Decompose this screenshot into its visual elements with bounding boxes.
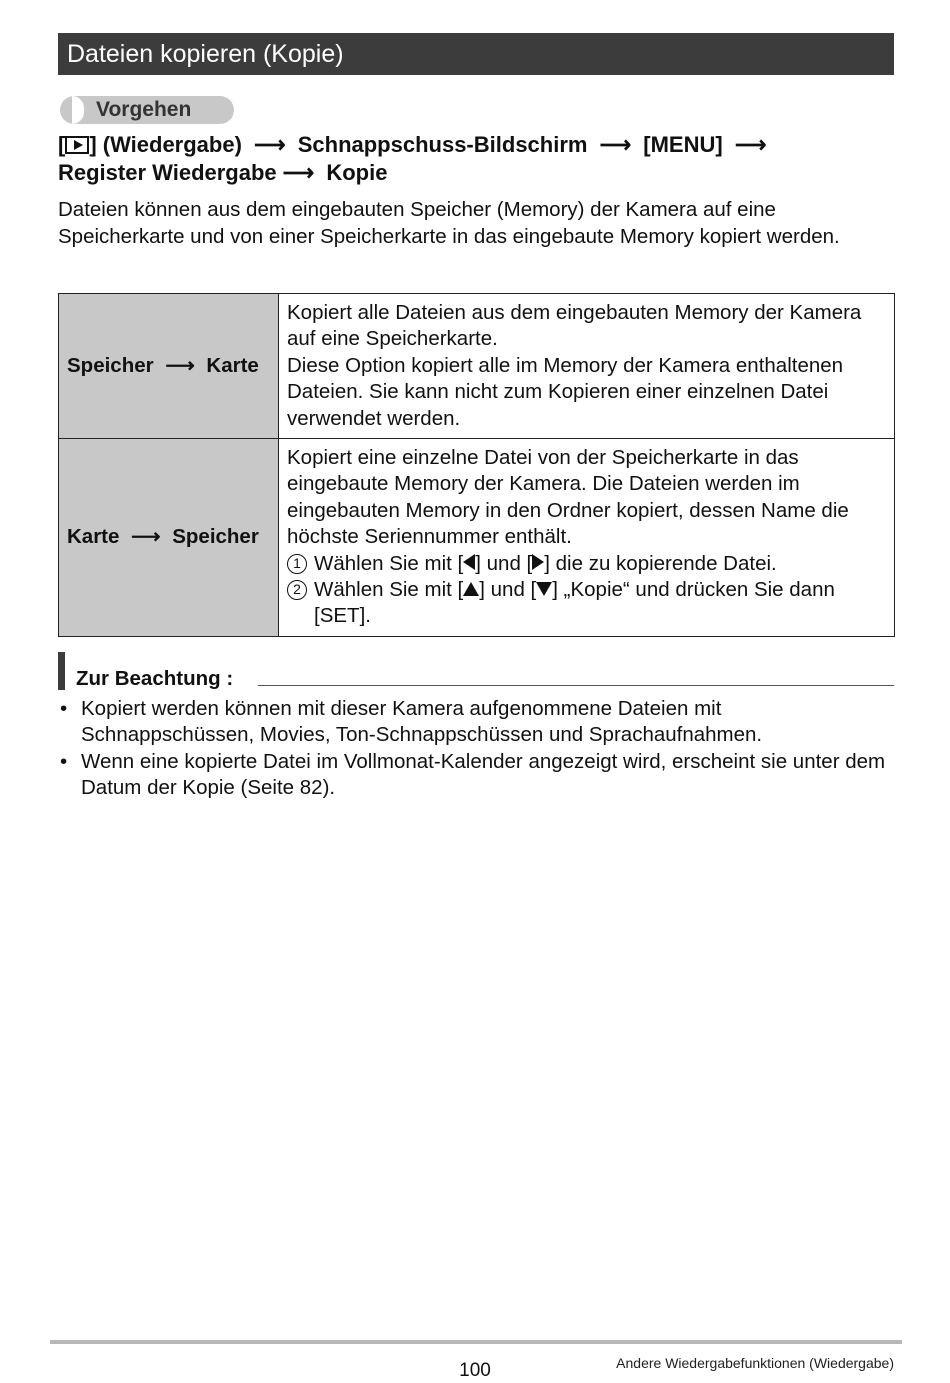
step-text: Wählen Sie mit [ — [314, 551, 464, 575]
options-table — [58, 293, 895, 637]
note-list — [58, 696, 894, 801]
footer-divider — [50, 1340, 902, 1344]
table-row — [59, 439, 895, 637]
step-text: ] „Kopie“ und drücken Sie dann [SET]. — [314, 578, 835, 628]
bullet: • — [60, 749, 68, 773]
step-text: ] und [ — [475, 551, 533, 575]
step-number: 1 — [287, 554, 307, 574]
option-label — [59, 439, 279, 637]
path-playback-tab: Register Wiedergabe — [58, 160, 277, 185]
step-number: 2 — [287, 580, 307, 600]
note-title: Zur Beachtung : — [76, 667, 234, 690]
down-arrow-icon — [536, 582, 552, 596]
option-description — [279, 294, 895, 439]
description-text: Kopiert eine einzelne Datei von der Speicherkarte in das eingebaute Memory der Kamera. Die Dateien werden im eingebauten Memory in den Ordner kopiert, dessen Name die höchste Seriennummer enthält. — [287, 446, 849, 549]
note-divider — [258, 685, 894, 686]
navigation-path — [58, 131, 888, 187]
path-menu: [MENU] — [643, 132, 723, 157]
option-to: Speicher — [172, 525, 259, 549]
option-label — [59, 294, 279, 439]
bracket-open: [ — [58, 132, 66, 157]
path-snapshot-screen: Schnappschuss-Bildschirm — [297, 132, 588, 157]
arrow-icon: ⟶ — [599, 132, 632, 157]
note-text: Kopiert werden können mit dieser Kamera aufgenommene Dateien mit Schnappschüssen, Movies, Ton-Schnappschüssen und Sprachaufnahmen. — [81, 697, 763, 747]
page-title: Dateien kopieren (Kopie) — [58, 33, 894, 75]
play-icon — [65, 136, 89, 154]
note-text: Wenn eine kopierte Datei im Vollmonat-Kalender angezeigt wird, erscheint sie unter dem Datum der Kopie (Seite 82). — [81, 749, 886, 799]
left-arrow-icon — [463, 554, 475, 570]
up-arrow-icon — [463, 582, 479, 596]
page-number: 100 — [459, 1360, 491, 1381]
procedure-badge — [60, 96, 234, 124]
right-arrow-icon — [532, 554, 544, 570]
option-from: Speicher — [67, 353, 154, 377]
step-text: Wählen Sie mit [ — [314, 578, 464, 602]
badge-notch — [72, 96, 84, 124]
option-description — [279, 439, 895, 637]
step-text: ] und [ — [479, 578, 537, 602]
list-item — [58, 749, 894, 802]
table-row — [59, 294, 895, 439]
procedure-label: Vorgehen — [96, 98, 192, 121]
option-to: Karte — [206, 353, 259, 377]
step-item — [287, 577, 886, 630]
intro-paragraph: Dateien können aus dem eingebauten Speicher (Memory) der Kamera auf eine Speicherkarte und von einer Speicherkarte in das eingebaute Memory kopiert werden. — [58, 198, 840, 248]
arrow-icon: ⟶ — [734, 132, 767, 157]
path-copy: Kopie — [326, 160, 388, 185]
list-item — [58, 696, 894, 749]
arrow-icon: ⟶ — [254, 132, 286, 157]
path-playback: ] (Wiedergabe) — [89, 132, 242, 157]
description-line: Kopiert alle Dateien aus dem eingebauten Memory der Kamera auf eine Speicherkarte. — [287, 301, 862, 351]
option-from: Karte — [67, 525, 120, 549]
footer-section-title: Andere Wiedergabefunktionen (Wiedergabe) — [616, 1355, 894, 1371]
note-marker — [58, 652, 65, 690]
step-item — [287, 551, 886, 577]
arrow-icon: ⟶ — [282, 160, 315, 185]
arrow-icon: ⟶ — [165, 353, 195, 377]
step-text: ] die zu kopierende Datei. — [544, 551, 777, 575]
description-line: Diese Option kopiert alle im Memory der Kamera enthaltenen Dateien. Sie kann nicht zum Kopieren einer einzelnen Datei verwendet werden. — [287, 353, 844, 430]
bullet: • — [60, 697, 68, 720]
arrow-icon: ⟶ — [131, 525, 161, 549]
